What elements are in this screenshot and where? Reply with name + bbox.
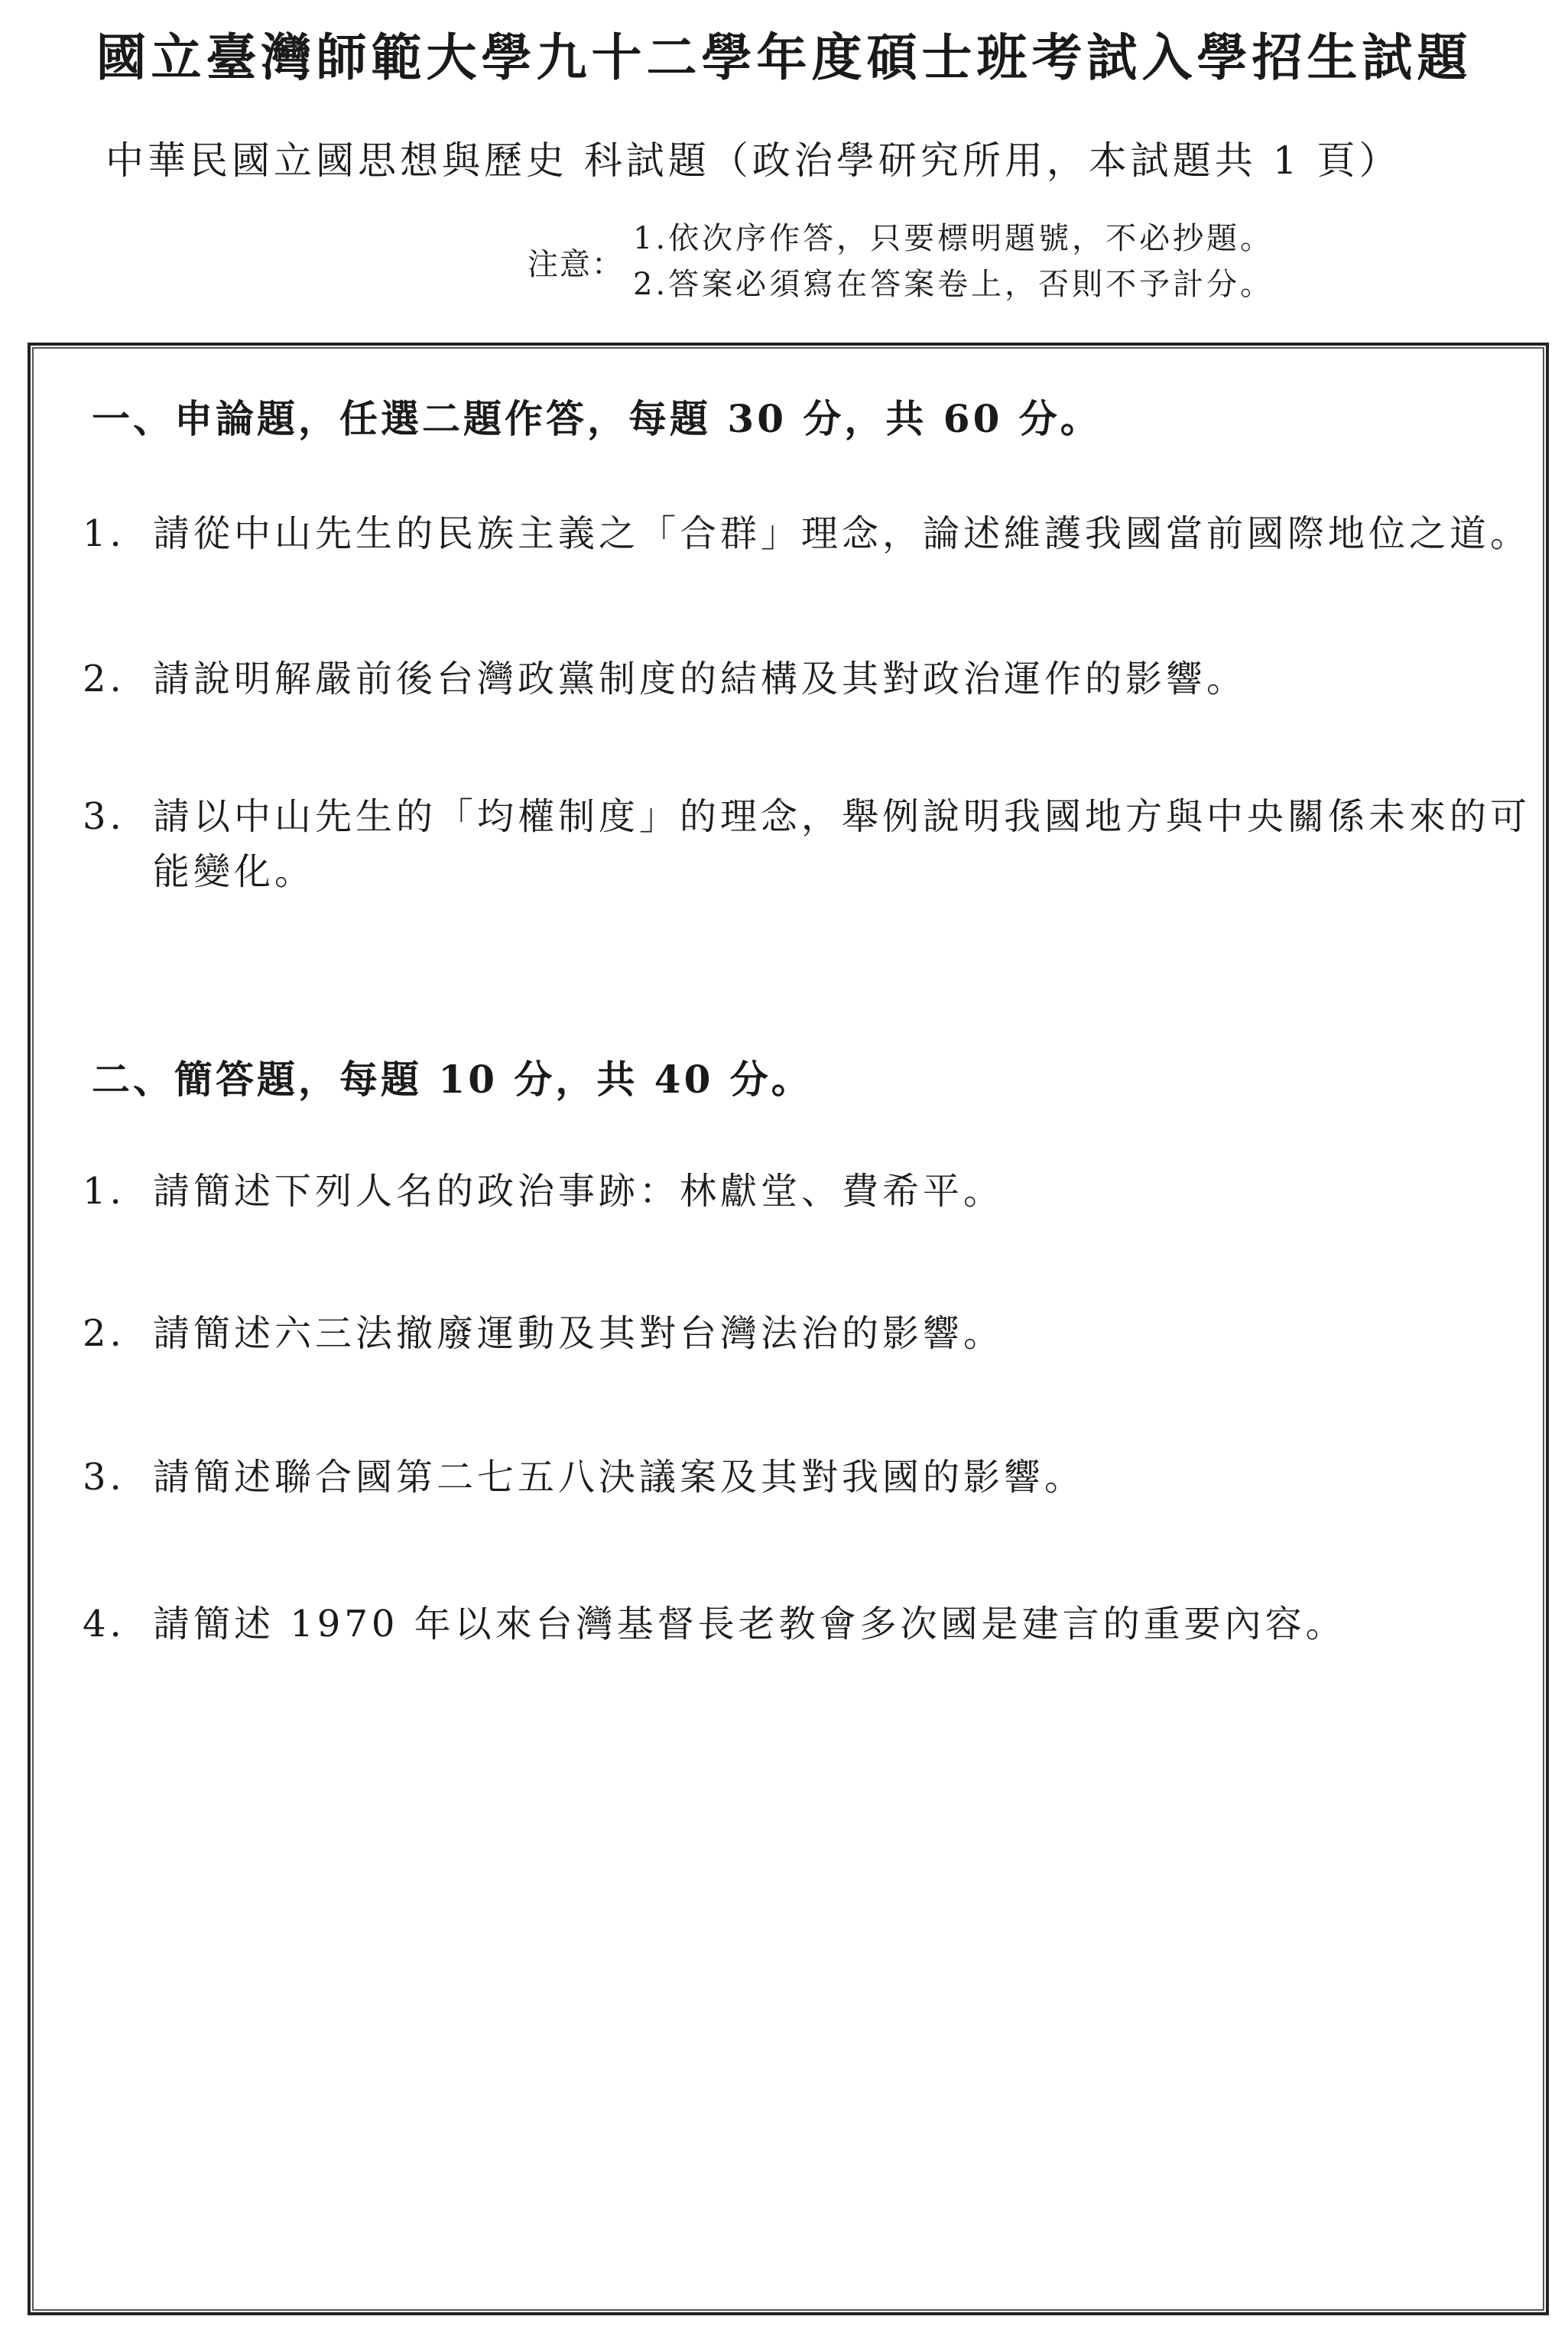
question-number: 4. — [83, 1603, 125, 1645]
question-text: 請以中山先生的「均權制度」的理念，舉例說明我國地方與中央關係未來的可能變化。 — [153, 795, 1531, 893]
section-heading-essay: 一、申論題，任選二題作答，每題 30 分，共 60 分。 — [92, 396, 1102, 441]
question-text: 請說明解嚴前後台灣政黨制度的結構及其對政治運作的影響。 — [153, 658, 1248, 700]
question-number: 1. — [83, 1170, 125, 1213]
note-item: 1.依次序作答，只要標明題號，不必抄題。 — [633, 221, 1274, 256]
question-text: 請簡述 1970 年以來台灣基督長老教會多次國是建言的重要內容。 — [153, 1603, 1346, 1645]
essay-question — [83, 651, 1550, 707]
question-number: 3. — [83, 1456, 125, 1499]
essay-question — [83, 789, 1550, 899]
question-number: 1. — [83, 512, 125, 555]
question-number: 2. — [83, 658, 125, 700]
question-text: 請從中山先生的民族主義之「合群」理念，論述維護我國當前國際地位之道。 — [153, 512, 1531, 555]
short-answer-question — [83, 1450, 1550, 1505]
exam-subtitle: 中華民國立國思想與歷史 科試題（政治學研究所用，本試題共 1 頁） — [106, 138, 1401, 183]
exam-content-frame — [28, 343, 1549, 2315]
notes-label: 注意： — [528, 246, 624, 282]
exam-title: 國立臺灣師範大學九十二學年度碩士班考試入學招生試題 — [96, 28, 1472, 87]
question-number: 3. — [83, 795, 125, 838]
question-text: 請簡述下列人名的政治事跡：林獻堂、費希平。 — [153, 1170, 1005, 1213]
question-number: 2. — [83, 1312, 125, 1355]
note-item: 2.答案必須寫在答案卷上，否則不予計分。 — [633, 267, 1274, 302]
short-answer-question — [83, 1164, 1550, 1219]
notes-list — [633, 216, 1274, 307]
question-text: 請簡述聯合國第二七五八決議案及其對我國的影響。 — [153, 1456, 1086, 1499]
short-answer-question — [83, 1597, 1550, 1652]
essay-question — [83, 506, 1550, 561]
question-text: 請簡述六三法撤廢運動及其對台灣法治的影響。 — [153, 1312, 1005, 1355]
exam-notes — [528, 216, 1274, 307]
section-heading-short-answer: 二、簡答題，每題 10 分，共 40 分。 — [92, 1057, 813, 1102]
short-answer-question — [83, 1306, 1550, 1361]
